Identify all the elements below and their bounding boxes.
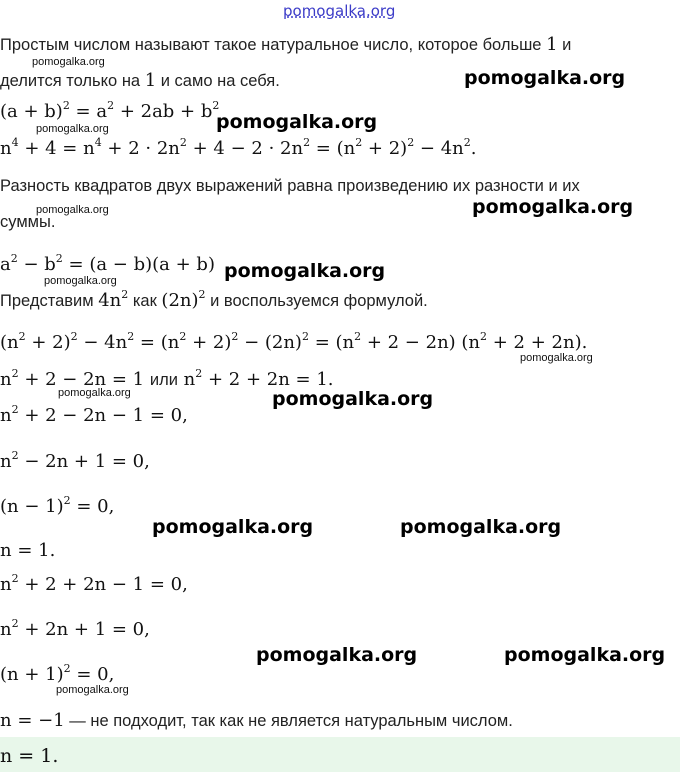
watermark-small: pomogalka.org	[58, 387, 131, 399]
case2-result: n = −1 — не подходит, так как не является натуральным числом.	[0, 710, 513, 731]
header-site-link[interactable]: pomogalka.org	[283, 2, 396, 20]
intro-text: делится только на	[0, 72, 141, 90]
diff-squares-formula: $a^2 - b^2 = (a - b)(a + b)$	[0, 251, 215, 275]
watermark-large: pomogalka.org	[464, 67, 626, 89]
case1-line-3: $(n - 1)^2 = 0$,	[0, 493, 115, 517]
case1-line-1: $n^2 + 2 - 2n - 1 = 0$,	[0, 402, 188, 426]
case2-line-1: $n^2 + 2 + 2n - 1 = 0$,	[0, 571, 188, 595]
watermark-small: pomogalka.org	[36, 123, 109, 135]
watermark-large: pomogalka.org	[472, 196, 634, 218]
intro-line-2	[0, 70, 280, 91]
watermark-small: pomogalka.org	[32, 56, 105, 68]
diff-rule-line-2: суммы.	[0, 213, 56, 231]
watermark-small: pomogalka.org	[36, 204, 109, 216]
watermark-large: pomogalka.org	[256, 644, 418, 666]
watermark-small: pomogalka.org	[56, 684, 129, 696]
watermark-large: pomogalka.org	[152, 516, 314, 538]
watermark-small: pomogalka.org	[520, 352, 593, 364]
intro-text: и само на себя.	[160, 72, 280, 90]
case1-line-2: $n^2 - 2n + 1 = 0$,	[0, 448, 150, 472]
watermark-large: pomogalka.org	[272, 388, 434, 410]
intro-line-1	[0, 34, 571, 55]
diff-rule-line-1: Разность квадратов двух выражений равна произведению их разности и их	[0, 177, 580, 195]
answer-text: n = 1.	[0, 745, 59, 767]
case2-line-3: $(n + 1)^2 = 0$,	[0, 661, 115, 685]
represent-line: Представим $4n^2$ как $(2n)^2$ и воспользуемся формулой.	[0, 287, 428, 311]
intro-conj: и	[562, 36, 572, 54]
square-formula: $(a + b)^2 = a^2 + 2ab + b^2$	[0, 98, 220, 122]
watermark-large: pomogalka.org	[224, 260, 386, 282]
answer-box	[0, 737, 680, 772]
case2-line-2: $n^2 + 2n + 1 = 0$,	[0, 616, 150, 640]
watermark-large: pomogalka.org	[504, 644, 666, 666]
intro-number: 1	[144, 70, 157, 91]
case1-result: n = 1.	[0, 540, 56, 561]
watermark-large: pomogalka.org	[400, 516, 562, 538]
n4-expansion: $n^4 + 4 = n^4 + 2 \cdot 2n^2 + 4 - 2 \cdot 2n^2 = (n^2 + 2)^2 - 4n^2$.	[0, 135, 477, 159]
watermark-large: pomogalka.org	[216, 111, 378, 133]
intro-number: 1	[546, 34, 558, 55]
factorization-formula: $(n^2 + 2)^2 - 4n^2 = (n^2 + 2)^2 - (2n)^2 = (n^2 + 2 - 2n) (n^2 + 2 + 2n)$.	[0, 329, 588, 353]
watermark-small: pomogalka.org	[44, 275, 117, 287]
intro-text: Простым числом называют такое натуральное число, которое больше	[0, 36, 542, 54]
cases-line: $n^2 + 2 - 2n = 1$ или $n^2 + 2 + 2n = 1$.	[0, 366, 334, 390]
